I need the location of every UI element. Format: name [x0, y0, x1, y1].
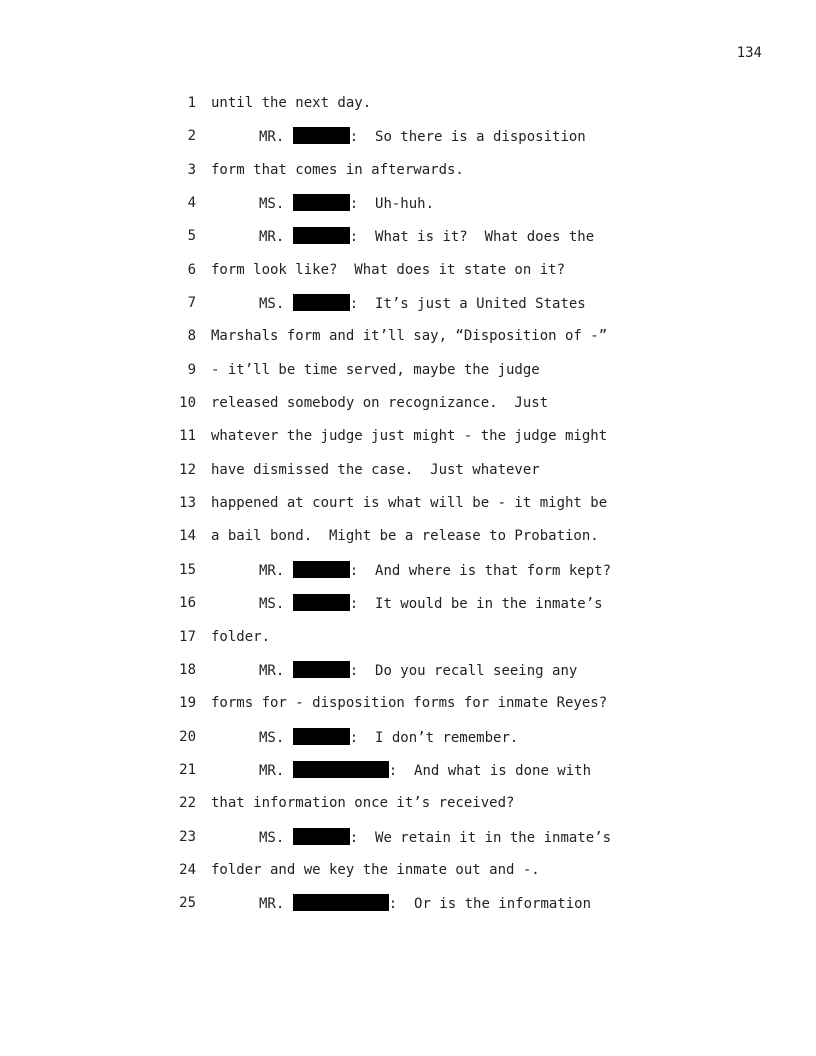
speaker-title: MR. — [259, 229, 285, 246]
line-text: happened at court is what will be - it might be — [211, 495, 608, 512]
speaker-title: MR. — [259, 662, 285, 679]
transcript-line — [0, 294, 816, 327]
line-number: 9 — [187, 361, 196, 378]
line-text: have dismissed the case. Just whatever — [211, 461, 540, 478]
transcript-line — [0, 661, 816, 694]
line-text: : And where is that form kept? — [349, 562, 612, 579]
line-text: : Or is the information — [388, 896, 592, 913]
transcript-line — [0, 561, 816, 594]
line-number: 13 — [179, 495, 196, 512]
speaker-title: MS. — [259, 296, 285, 313]
transcript-line — [0, 861, 816, 894]
speaker-title: MS. — [259, 729, 285, 746]
line-text: : And what is done with — [388, 762, 592, 779]
redaction-bar — [293, 594, 350, 611]
line-text: form that comes in afterwards. — [211, 161, 464, 178]
line-number: 1 — [187, 95, 196, 111]
line-text: : What is it? What does the — [349, 229, 595, 246]
line-number: 11 — [179, 428, 196, 445]
line-number: 10 — [179, 395, 196, 412]
transcript-line — [0, 527, 816, 560]
line-text: : It’s just a United States — [349, 296, 586, 313]
transcript-line — [0, 194, 816, 227]
transcript-line — [0, 161, 816, 194]
line-number: 3 — [187, 161, 196, 178]
speaker-title: MR. — [259, 762, 285, 779]
line-number: 21 — [179, 761, 196, 778]
line-text: : Do you recall seeing any — [349, 662, 578, 679]
line-number: 5 — [187, 228, 196, 245]
line-number: 4 — [187, 195, 196, 212]
line-text: until the next day. — [211, 95, 372, 111]
redaction-bar — [293, 894, 389, 911]
redaction-bar — [293, 561, 350, 578]
transcript-line — [0, 361, 816, 394]
line-text: : So there is a disposition — [349, 129, 586, 146]
line-text: : We retain it in the inmate’s — [349, 829, 612, 846]
line-text: forms for - disposition forms for inmate Reyes? — [211, 695, 608, 712]
transcript-line — [0, 94, 816, 127]
transcript-line — [0, 728, 816, 761]
line-text: a bail bond. Might be a release to Probation. — [211, 528, 599, 545]
line-number: 14 — [179, 528, 196, 545]
line-text: that information once it’s received? — [211, 795, 515, 812]
line-text: - it’ll be time served, maybe the judge — [211, 361, 540, 378]
line-number: 18 — [179, 661, 196, 678]
line-number: 19 — [179, 695, 196, 712]
transcript-line — [0, 327, 816, 360]
line-number: 6 — [187, 261, 196, 278]
line-number: 20 — [179, 728, 196, 745]
transcript-line — [0, 427, 816, 460]
transcript-line — [0, 894, 816, 927]
redaction-bar — [293, 828, 350, 845]
line-text: form look like? What does it state on it? — [211, 261, 566, 278]
transcript-line — [0, 594, 816, 627]
line-number: 2 — [187, 128, 196, 145]
line-text: whatever the judge just might - the judge might — [211, 428, 608, 445]
speaker-title: MS. — [259, 829, 285, 846]
line-text: released somebody on recognizance. Just — [211, 395, 549, 412]
line-number: 24 — [179, 861, 196, 878]
transcript-line — [0, 261, 816, 294]
line-number: 12 — [179, 461, 196, 478]
line-text: Marshals form and it’ll say, “Disposition of -” — [211, 328, 608, 345]
transcript-line — [0, 461, 816, 494]
transcript-line — [0, 828, 816, 861]
transcript-line — [0, 127, 816, 160]
line-number: 23 — [179, 828, 196, 845]
line-number: 16 — [179, 595, 196, 612]
redaction-bar — [293, 761, 389, 778]
transcript-line — [0, 494, 816, 527]
line-number: 17 — [179, 628, 196, 645]
speaker-title: MR. — [259, 129, 285, 146]
transcript-line — [0, 628, 816, 661]
transcript-line — [0, 394, 816, 427]
line-text: : I don’t remember. — [349, 729, 519, 746]
line-text: folder. — [211, 628, 271, 645]
redaction-bar — [293, 127, 350, 144]
redaction-bar — [293, 227, 350, 244]
speaker-title: MR. — [259, 896, 285, 913]
line-text: : Uh-huh. — [349, 196, 435, 213]
transcript-line — [0, 761, 816, 794]
transcript — [0, 94, 816, 928]
line-number: 25 — [179, 895, 196, 912]
transcript-line — [0, 794, 816, 827]
redaction-bar — [293, 661, 350, 678]
transcript-line — [0, 694, 816, 727]
transcript-line — [0, 227, 816, 260]
line-text: folder and we key the inmate out and -. — [211, 861, 540, 878]
line-number: 8 — [187, 328, 196, 345]
redaction-bar — [293, 194, 350, 211]
redaction-bar — [293, 728, 350, 745]
speaker-title: MR. — [259, 562, 285, 579]
speaker-title: MS. — [259, 196, 285, 213]
speaker-title: MS. — [259, 596, 285, 613]
line-text: : It would be in the inmate’s — [349, 596, 603, 613]
redaction-bar — [293, 294, 350, 311]
line-number: 15 — [179, 561, 196, 578]
line-number: 7 — [187, 295, 196, 312]
line-number: 22 — [179, 795, 196, 812]
page-number: 134 — [736, 45, 762, 61]
